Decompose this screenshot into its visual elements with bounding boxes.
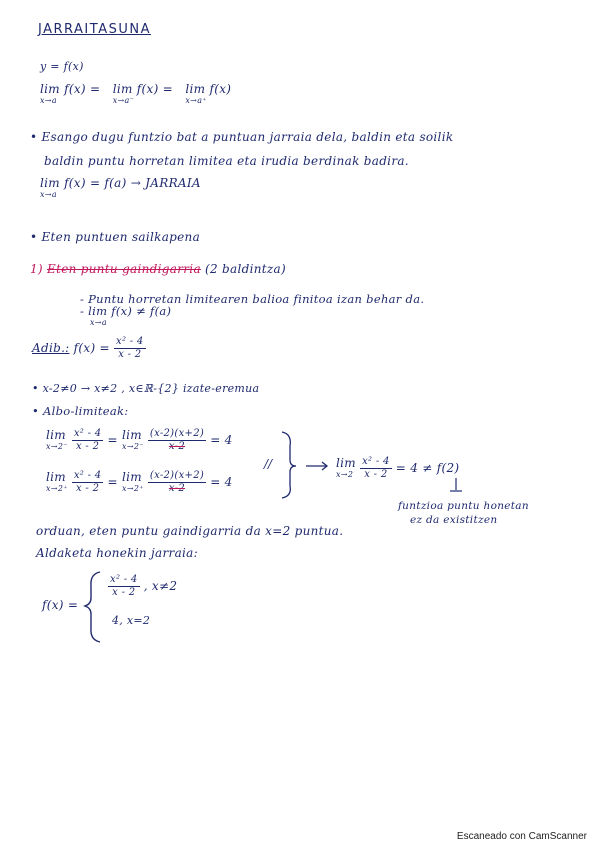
note-line-2: ez da existitzen — [410, 514, 498, 526]
domain-line: • x-2≠0 → x≠2 , x∈ℝ-{2} izate-eremua — [32, 382, 260, 395]
condition-2: - lim f(x) ≠ f(a) x→a — [80, 304, 172, 327]
example: Adib.: f(x) = $\frac{\text{x² - 4}}{x - 2}$ — [32, 336, 144, 360]
section-1-title: 1) Eten puntu gaindigarria (2 baldintza) — [30, 262, 286, 276]
piece-1: $\frac{\text{x² - 4}}{x - 2}$ , x≠2 — [110, 574, 178, 598]
svg-text://: // — [264, 457, 273, 471]
piecewise-label: f(x) = — [42, 598, 79, 612]
example-label: Adib.: — [32, 341, 70, 355]
definition-line-2: baldin puntu horretan limitea eta irudia berdinak badira. — [44, 154, 409, 168]
page-title: JARRAITASUNA — [38, 22, 151, 37]
discontinuity-header: • Eten puntuen sailkapena — [30, 230, 201, 244]
limit-right: lim f(x) x→a⁺ — [185, 82, 232, 105]
conclusion-1: orduan, eten puntu gaindigarria da x=2 puntua. — [36, 524, 344, 538]
continuity-condition: lim f(x) = f(a) → JARRAIA x→a — [40, 176, 201, 199]
example-fraction: $\frac{\text{x² - 4}}{x - 2}$ — [116, 336, 144, 360]
limit-left: lim f(x) = x→a⁻ — [112, 82, 174, 105]
combined-limit: lim x→2 $\frac{\text{x² - 4}}{x - 2}$ = 4 ≠ f(2) — [336, 455, 460, 480]
section-1-name: Eten puntu gaindigarria — [47, 262, 201, 276]
definition-line-1: • Esango dugu funtzio bat a puntuan jarraia dela, baldin eta soilik — [30, 130, 454, 144]
scanner-watermark: Escaneado con CamScanner — [456, 831, 587, 842]
condition-1: - Puntu horretan limitearen balioa finitoa izan behar da. — [80, 292, 425, 306]
piece-2: 4, x=2 — [112, 614, 151, 627]
conclusion-2: Aldaketa honekin jarraia: — [36, 546, 198, 560]
limit-1: lim f(x) = x→a — [40, 82, 101, 105]
note-line-1: funtzioa puntu honetan — [398, 500, 529, 512]
left-limit: lim x→2⁻ $\frac{\text{x² - 4}}{x - 2}$ = lim x→2⁻ $\frac{(x-2)(x+2)}{x-2}$ = 4 — [46, 427, 233, 452]
right-limit: lim x→2⁺ $\frac{\text{x² - 4}}{x - 2}$ = lim x→2⁺ $\frac{(x-2)(x+2)}{x-2}$ = 4 — [46, 469, 233, 494]
side-limits-label: • Albo-limiteak: — [32, 404, 129, 418]
function-eq: y = f(x) — [40, 60, 84, 73]
